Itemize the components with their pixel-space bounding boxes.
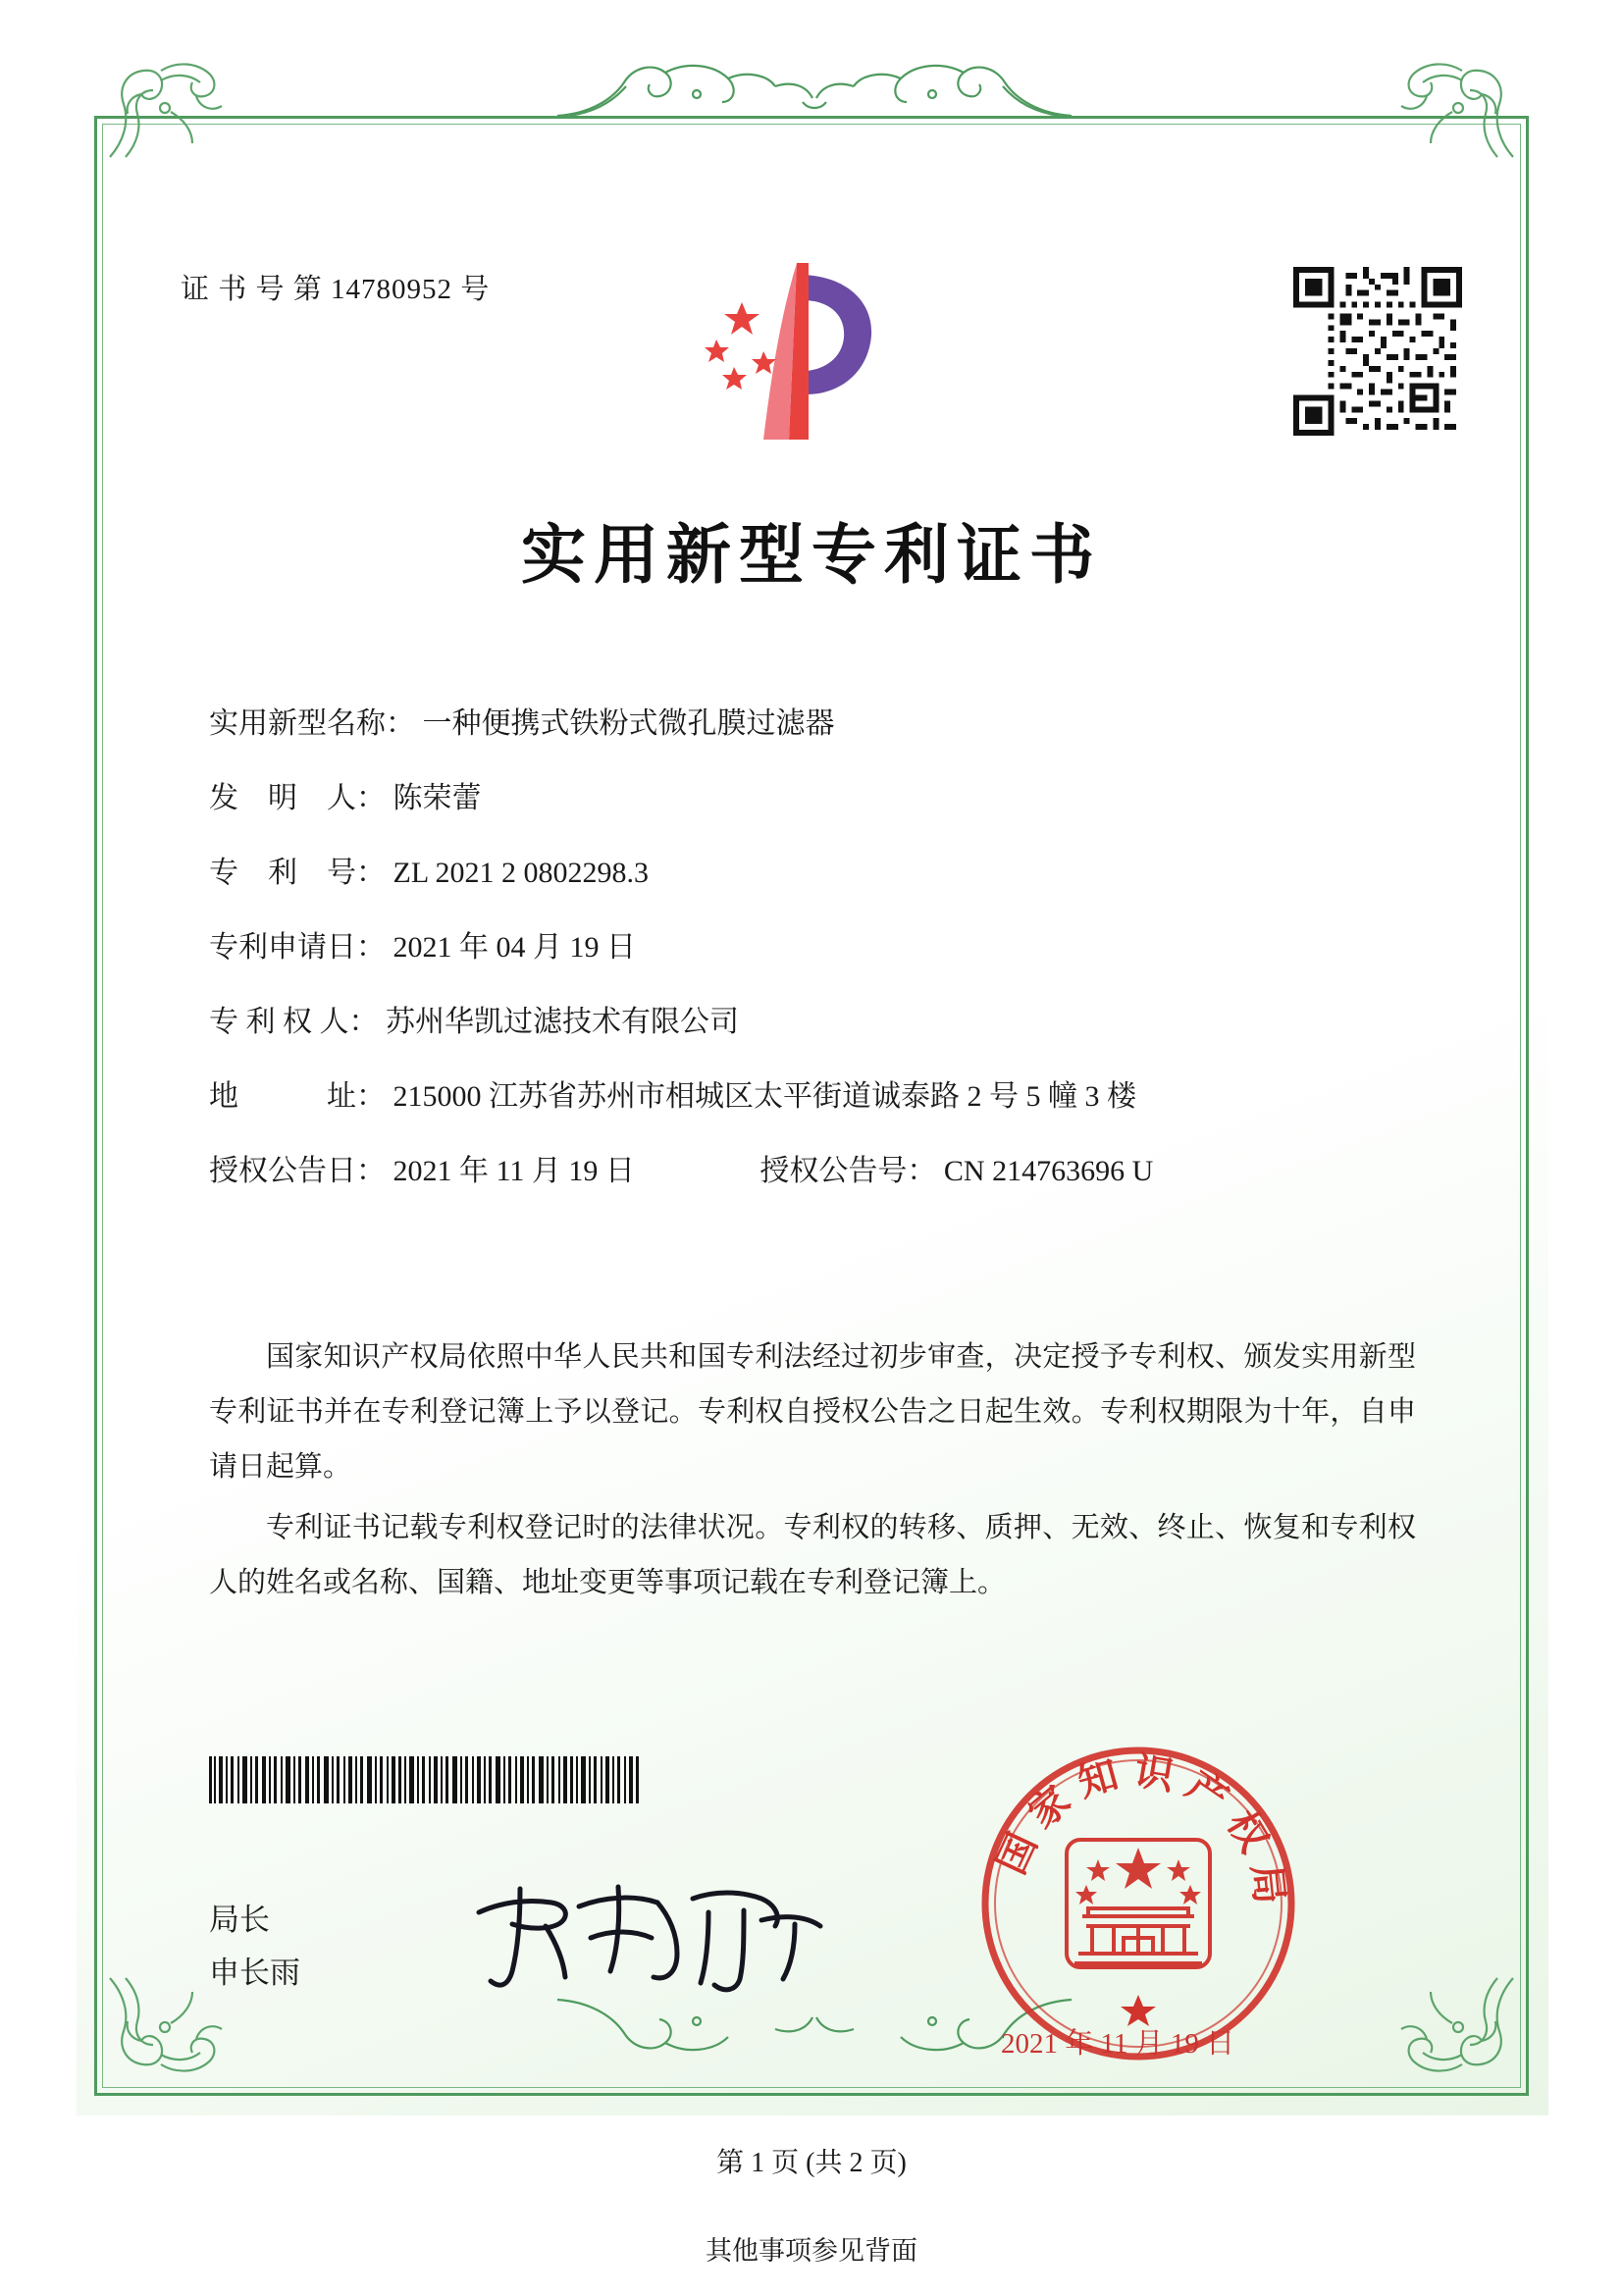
field-row-grant-announcement [209, 1146, 1387, 1221]
grant-date-label: 授权公告日： [209, 1155, 386, 1187]
paragraph-1: 国家知识产权局依照中华人民共和国专利法经过初步审查，决定授予专利权、颁发实用新型专利证书并在专利登记簿上予以登记。专利权自授权公告之日起生效。专利权期限为十年，自申请日起算。 [209, 1341, 1416, 1483]
legal-text [209, 1330, 1416, 1616]
field-value: 陈荣蕾 [393, 782, 482, 814]
grant-number-value: CN 214763696 U [943, 1155, 1154, 1187]
svg-text:国家知识产权局: 国家知识产权局 [987, 1747, 1294, 1918]
top-center-ornament-icon [550, 41, 1079, 135]
field-value: 215000 江苏省苏州市相城区太平街道诚泰路 2 号 5 幢 3 楼 [393, 1080, 1136, 1113]
director-name-label: 申长雨 [209, 1956, 300, 1990]
page-number: 第 1 页 (共 2 页) [716, 2148, 907, 2178]
field-label: 专利申请日： [209, 931, 386, 964]
field-value: 2021 年 04 月 19 日 [393, 931, 636, 964]
back-side-note: 其他事项参见背面 [706, 2236, 917, 2266]
field-label: 地 址： [209, 1080, 386, 1113]
seal-date: 2021 年 11 月 19 日 [1001, 2028, 1235, 2060]
field-row-patentee [209, 997, 1387, 1071]
grant-number-label: 授权公告号： [759, 1155, 937, 1187]
page-title: 实用新型专利证书 [521, 516, 1102, 593]
signature-block [209, 1894, 300, 2000]
field-value: 苏州华凯过滤技术有限公司 [386, 1006, 739, 1038]
field-label: 发 明 人： [209, 782, 386, 814]
field-label: 专 利 权 人： [209, 1006, 379, 1038]
director-role-label: 局长 [209, 1903, 270, 1937]
qr-code-icon [1293, 267, 1462, 436]
field-value: ZL 2021 2 0802298.3 [393, 857, 650, 889]
field-label: 专 利 号： [209, 857, 386, 889]
barcode-icon [209, 1756, 641, 1803]
field-row-utility-model-name [209, 699, 1387, 773]
field-row-patent-number [209, 848, 1387, 922]
field-row-address [209, 1071, 1387, 1146]
handwritten-signature-icon [461, 1869, 834, 1997]
corner-ornament-top-right-icon [1374, 47, 1521, 165]
field-row-inventor [209, 773, 1387, 848]
national-intellectual-property-administration-seal-icon [976, 1742, 1300, 2065]
corner-ornament-bottom-right-icon [1374, 1970, 1521, 2088]
field-list [209, 699, 1387, 1221]
corner-ornament-top-left-icon [102, 47, 249, 165]
field-label: 实用新型名称： [209, 707, 415, 740]
field-value: 一种便携式铁粉式微孔膜过滤器 [422, 707, 835, 740]
certificate-number: 证 书 号 第 14780952 号 [181, 274, 491, 305]
cnipa-patent-logo-icon [687, 257, 913, 444]
grant-date-value: 2021 年 11 月 19 日 [393, 1155, 635, 1187]
paragraph-2: 专利证书记载专利权登记时的法律状况。专利权的转移、质押、无效、终止、恢复和专利权人的姓名或名称、国籍、地址变更等事项记载在专利登记簿上。 [209, 1512, 1416, 1598]
field-row-application-date [209, 922, 1387, 997]
